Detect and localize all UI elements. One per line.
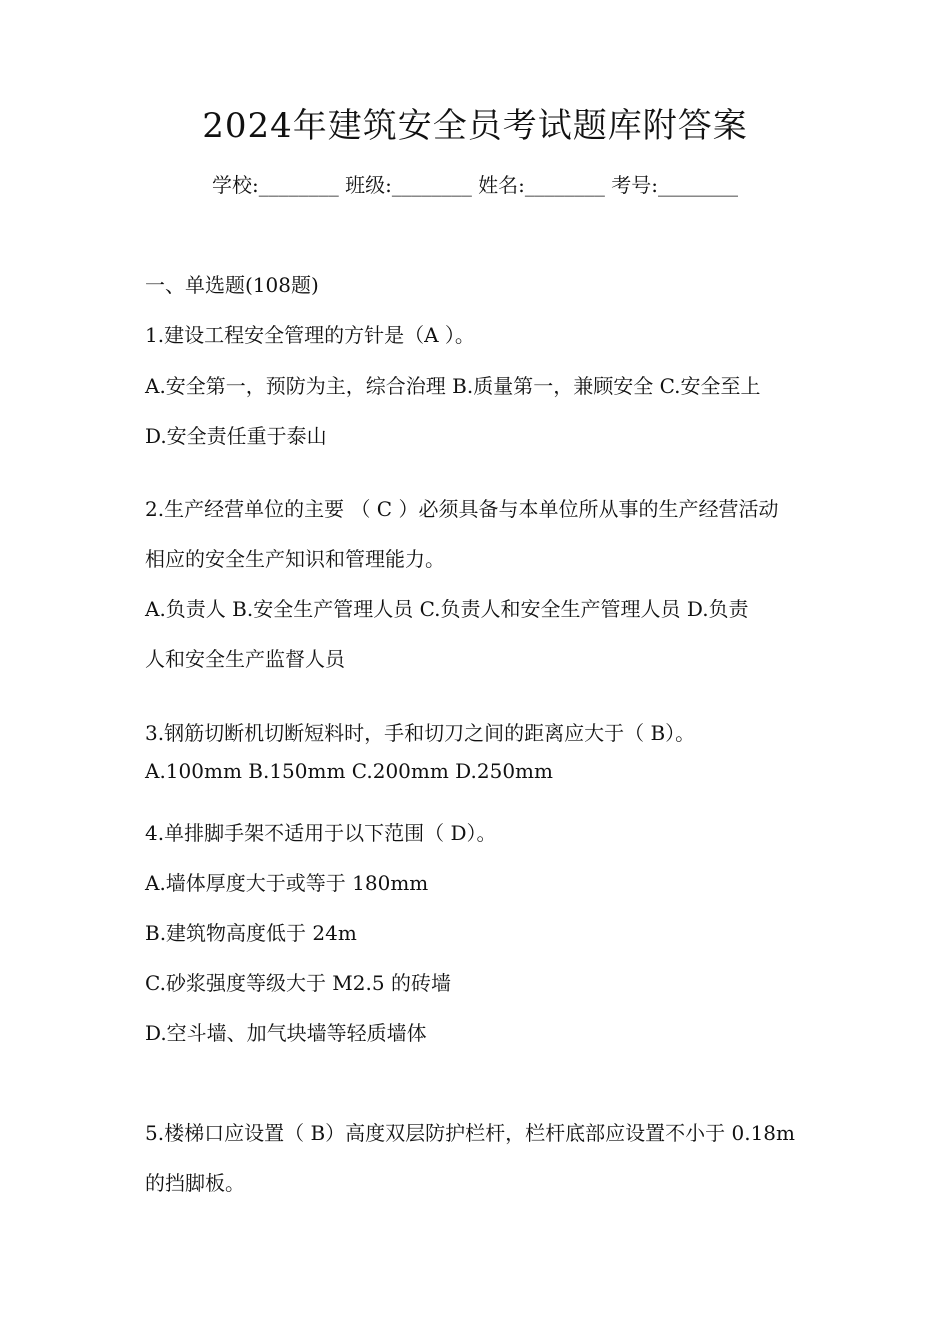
question-4-option-d: D.空斗墙、加气块墙等轻质墙体 xyxy=(145,1021,427,1045)
student-info-line: 学校:________ 班级:________ 姓名:________ 考号:________ xyxy=(211,173,739,197)
section-heading: 一、单选题(108题) xyxy=(145,273,319,297)
question-2-options: A.负责人 B.安全生产管理人员 C.负责人和安全生产管理人员 D.负责 xyxy=(145,597,749,621)
question-3-options: A.100mm B.150mm C.200mm D.250mm xyxy=(145,759,553,783)
question-5-stem-continued: 的挡脚板。 xyxy=(145,1171,245,1195)
question-1-options: A.安全第一，预防为主，综合治理 B.质量第一，兼顾安全 C.安全至上 xyxy=(145,374,761,398)
question-4-option-b: B.建筑物高度低于 24m xyxy=(145,921,357,945)
question-2-options-continued: 人和安全生产监督人员 xyxy=(145,647,345,671)
question-4-stem: 4.单排脚手架不适用于以下范围（ D）。 xyxy=(145,821,497,845)
question-3-stem: 3.钢筋切断机切断短料时，手和切刀之间的距离应大于（ B）。 xyxy=(145,721,696,745)
question-2-stem: 2.生产经营单位的主要 （ C ）必须具备与本单位所从事的生产经营活动 xyxy=(145,497,779,521)
question-5-stem: 5.楼梯口应设置（ B）高度双层防护栏杆，栏杆底部应设置不小于 0.18m xyxy=(145,1121,795,1145)
question-1-options-continued: D.安全责任重于泰山 xyxy=(145,424,327,448)
question-2-stem-continued: 相应的安全生产知识和管理能力。 xyxy=(145,547,445,571)
question-4-option-a: A.墙体厚度大于或等于 180mm xyxy=(145,871,429,895)
question-1-stem: 1.建设工程安全管理的方针是（A ）。 xyxy=(145,323,475,347)
document-title: 2024年建筑安全员考试题库附答案 xyxy=(202,106,748,146)
question-4-option-c: C.砂浆强度等级大于 M2.5 的砖墙 xyxy=(145,971,451,995)
